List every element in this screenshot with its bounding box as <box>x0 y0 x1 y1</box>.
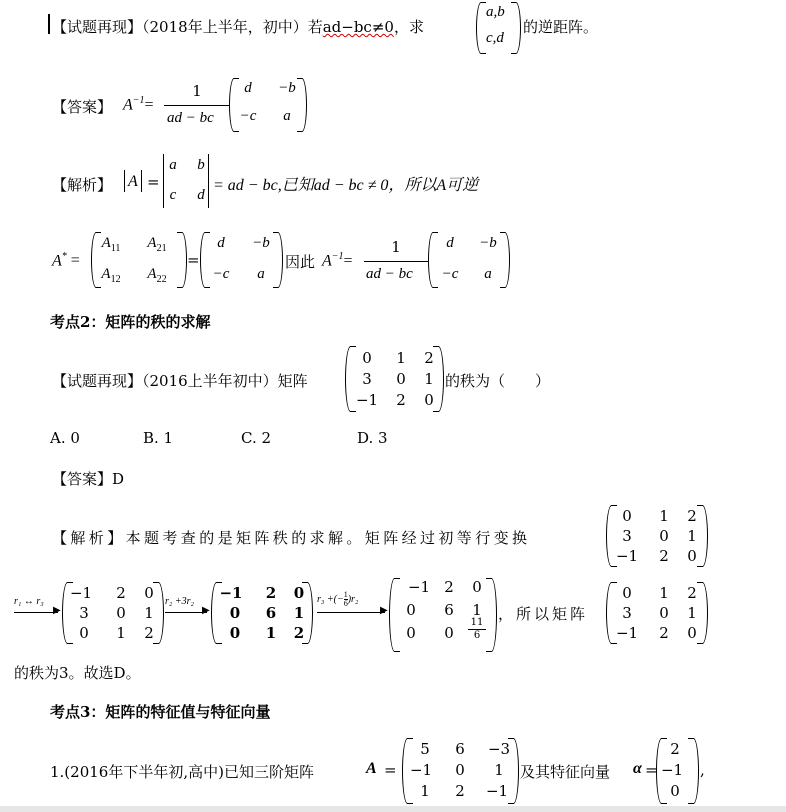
analysis1-label: 【解析】 <box>52 176 113 194</box>
answer1-num: 1 <box>192 82 202 100</box>
q2-m01: 1 <box>396 349 406 367</box>
m4-20: −1 <box>615 624 639 642</box>
q2-tail: 的秩为（ ） <box>445 372 551 390</box>
m3-22-fraction: 11 6 <box>468 617 486 642</box>
m4-22: 0 <box>687 624 697 642</box>
det-bar-right <box>208 154 209 208</box>
adj-m2-right-paren <box>500 232 510 288</box>
answer1-fraction-bar <box>164 105 230 106</box>
m2-22: 2 <box>293 624 305 642</box>
abs-bar-1 <box>124 170 125 192</box>
section2-title: 考点2：矩阵的秩的求解 <box>50 313 211 331</box>
m4-02: 2 <box>687 584 697 602</box>
m2-02: 0 <box>293 584 305 602</box>
adj-lhs2: $A^{-1}=$ <box>322 251 353 270</box>
q1-condition: ad−bc≠0 <box>322 18 394 36</box>
m1-22: 2 <box>144 624 154 642</box>
m1-00: −1 <box>69 584 93 602</box>
det-d: d <box>197 187 205 203</box>
m2-01: 2 <box>265 584 277 602</box>
analysis1-eq: = <box>147 173 160 191</box>
m1-01: 2 <box>116 584 126 602</box>
m4-10: 3 <box>622 604 632 622</box>
answer2-text: 【答案】D <box>52 470 125 488</box>
q3-m21: 2 <box>455 782 465 800</box>
q3-A: A <box>366 760 377 777</box>
adj-cof-00: $A_{11}$ <box>101 235 121 254</box>
q1-matrix-row1: a,b <box>486 4 505 20</box>
m4-11: 0 <box>659 604 669 622</box>
section3-title: 考点3：矩阵的特征值与特征向量 <box>50 703 271 721</box>
q3-eq: = <box>384 761 397 779</box>
q2-m12: 1 <box>424 370 434 388</box>
answer1-m11: a <box>283 108 291 124</box>
a2-m10: 3 <box>622 527 632 545</box>
q1-matrix-left-paren <box>476 2 486 54</box>
adj-num: 1 <box>391 238 401 256</box>
adj-m01: −b <box>252 235 270 251</box>
m2-11: 6 <box>265 604 277 622</box>
q1-line <box>52 16 424 37</box>
m3-02: 0 <box>472 578 482 596</box>
m2-20: 0 <box>229 624 241 642</box>
det-c: c <box>169 187 177 203</box>
adj-m2-11: a <box>484 266 492 282</box>
adj-lhs: A* = <box>52 251 80 270</box>
answer1-m10: −c <box>239 108 257 124</box>
op1-arrow-line <box>14 612 58 613</box>
op2-label: r₂ +3r₂ <box>165 596 194 607</box>
q3-v2: 0 <box>670 782 680 800</box>
m1-21: 1 <box>116 624 126 642</box>
q3-alpha: α <box>633 760 642 777</box>
q3-mid: 及其特征向量 <box>520 763 611 781</box>
conclusion-text: 的秩为3。故选D。 <box>14 664 141 682</box>
m2-00: −1 <box>219 584 243 602</box>
m1-02: 0 <box>144 584 154 602</box>
q3-v1: −1 <box>660 761 684 779</box>
q3-m01: 6 <box>455 740 465 758</box>
m1-11: 0 <box>116 604 126 622</box>
m3-10: 0 <box>406 601 416 619</box>
q1-label: 【试题再现】 <box>52 18 143 36</box>
q2-m00: 0 <box>362 349 372 367</box>
q3-eq2: = <box>645 761 658 779</box>
answer1-label: 【答案】 <box>52 98 113 116</box>
q1-mid: ，求 <box>393 18 424 36</box>
m4-21: 2 <box>659 624 669 642</box>
q3-m12: 1 <box>494 761 504 779</box>
m1-10: 3 <box>79 604 89 622</box>
m4-00: 0 <box>622 584 632 602</box>
a2-m20: −1 <box>615 547 639 565</box>
q3-vec-right-paren <box>688 738 699 804</box>
m1-20: 0 <box>79 624 89 642</box>
op1-label: r₁ ↔ r₃ <box>14 596 44 607</box>
q2-m20: −1 <box>355 391 379 409</box>
option-a: A. 0 <box>50 429 80 447</box>
m3-right-paren <box>486 578 497 652</box>
a2-m00: 0 <box>622 507 632 525</box>
a2-m21: 2 <box>659 547 669 565</box>
adj-den: ad − bc <box>366 266 413 282</box>
option-c: C. 2 <box>241 429 272 447</box>
m4-01: 1 <box>659 584 669 602</box>
adj-mid: 因此 <box>285 253 316 271</box>
m2-21: 1 <box>265 624 277 642</box>
op2-arrow-line <box>165 612 207 613</box>
q3-right-paren <box>508 738 519 804</box>
a2-right-paren <box>697 505 708 567</box>
op3-arrow-head: ▶ <box>380 605 388 616</box>
adj-cof-right-paren <box>177 232 187 288</box>
steps-tail: ，所以矩阵 <box>498 605 589 623</box>
adj-fraction-bar <box>364 261 428 262</box>
q1-tail: 的逆距阵。 <box>523 18 599 36</box>
option-b: B. 1 <box>143 429 174 447</box>
q2-text: 【试题再现】（2016上半年初中）矩阵 <box>52 372 308 390</box>
adj-eq2: = <box>187 251 200 269</box>
analysis1-detA: A <box>128 173 138 190</box>
m3-12: 1 <box>472 601 482 619</box>
m1-right-paren <box>153 582 164 644</box>
answer1-m00: d <box>244 80 252 96</box>
a2-m02: 2 <box>687 507 697 525</box>
q1-source: （2018年上半年，初中）若 <box>142 18 323 36</box>
det-b: b <box>197 157 205 173</box>
a2-m12: 1 <box>687 527 697 545</box>
q3-m00: 5 <box>420 740 430 758</box>
adj-m2-10: −c <box>441 266 459 282</box>
page-bottom-edge <box>0 806 786 812</box>
q2-right-paren <box>433 346 444 412</box>
q3-m22: −1 <box>485 782 509 800</box>
adj-m10: −c <box>212 266 230 282</box>
m2-10: 0 <box>229 604 241 622</box>
a2-m22: 0 <box>687 547 697 565</box>
m2-12: 1 <box>293 604 305 622</box>
answer1-lhs: $A^{-1}=$ <box>123 95 154 114</box>
q2-m02: 2 <box>424 349 434 367</box>
m4-12: 1 <box>687 604 697 622</box>
q1-matrix-row2: c,d <box>486 30 504 46</box>
q1-matrix-right-paren <box>511 2 521 54</box>
q2-m22: 0 <box>424 391 434 409</box>
abs-bar-2 <box>141 170 142 192</box>
m3-01: 2 <box>444 578 454 596</box>
op3-label: r₃ +(− $\frac{1}{6}$ )r₂ <box>317 590 359 608</box>
m4-right-paren <box>697 582 708 644</box>
adj-m-right-paren <box>273 232 283 288</box>
m3-20: 0 <box>406 624 416 642</box>
q3-m02: −3 <box>487 740 511 758</box>
a2-m01: 1 <box>659 507 669 525</box>
adj-cof-11: $A_{22}$ <box>147 266 167 285</box>
m1-12: 1 <box>144 604 154 622</box>
m3-21: 0 <box>444 624 454 642</box>
op1-arrow-head: ▶ <box>53 605 61 616</box>
adj-m2-01: −b <box>479 235 497 251</box>
cursor-bar <box>48 14 50 34</box>
q2-m11: 0 <box>396 370 406 388</box>
m3-00: −1 <box>407 578 431 596</box>
q3-m10: −1 <box>409 761 433 779</box>
q3-tail: , <box>700 761 705 779</box>
answer1-right-paren <box>297 78 307 132</box>
q3-text: 1.(2016年下半年初,高中)已知三阶矩阵 <box>50 763 314 781</box>
q3-m11: 0 <box>455 761 465 779</box>
option-d: D. 3 <box>357 429 388 447</box>
q3-v0: 2 <box>670 740 680 758</box>
adj-m11: a <box>257 266 265 282</box>
op2-arrow-head: ▶ <box>202 605 210 616</box>
a2-m11: 0 <box>659 527 669 545</box>
op3-arrow-line <box>317 612 385 613</box>
q2-m10: 3 <box>362 370 372 388</box>
answer1-m01: −b <box>278 80 296 96</box>
adj-cof-01: $A_{21}$ <box>147 235 167 254</box>
det-a: a <box>169 157 177 173</box>
analysis1-rest: = ad − bc,已知ad − bc ≠ 0，所以A可逆 <box>213 177 479 194</box>
analysis2-text: 【解析】本题考查的是矩阵秩的求解。矩阵经过初等行变换 <box>52 529 531 547</box>
m2-right-paren <box>302 582 313 644</box>
adj-m00: d <box>217 235 225 251</box>
adj-m2-00: d <box>446 235 454 251</box>
q2-m21: 2 <box>396 391 406 409</box>
m3-11: 6 <box>444 601 454 619</box>
q3-m20: 1 <box>420 782 430 800</box>
answer1-den: ad − bc <box>167 110 214 126</box>
adj-cof-10: $A_{12}$ <box>101 266 121 285</box>
